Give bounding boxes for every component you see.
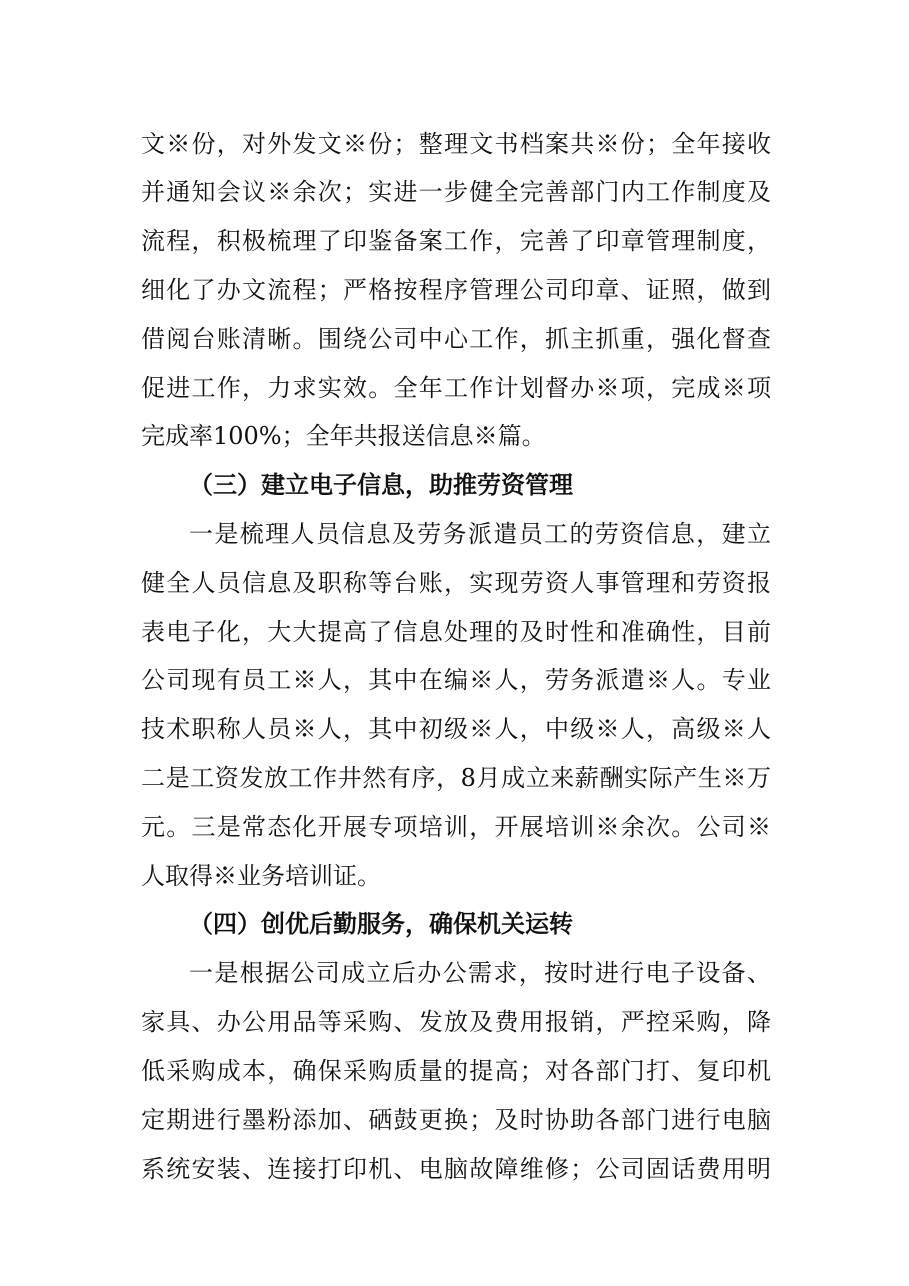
paragraph-line: 低采购成本，确保采购质量的提高；对各部门打、复印机 bbox=[141, 1057, 771, 1085]
paragraph-line: 并通知会议※余次；实进一步健全完善部门内工作制度及 bbox=[141, 178, 771, 206]
paragraph-line: 文※份，对外发文※份；整理文书档案共※份；全年接收 bbox=[141, 130, 771, 158]
paragraph-line: 人取得※业务培训证。 bbox=[141, 862, 381, 890]
paragraph-line: 完成率100%；全年共报送信息※篇。 bbox=[141, 422, 546, 450]
paragraph-line: 公司现有员工※人，其中在编※人，劳务派遣※人。专业 bbox=[141, 666, 771, 694]
paragraph-line: 流程，积极梳理了印鉴备案工作，完善了印章管理制度， bbox=[141, 227, 771, 255]
paragraph-line: 健全人员信息及职称等台账，实现劳资人事管理和劳资报 bbox=[141, 569, 771, 597]
paragraph-line: 系统安装、连接打印机、电脑故障维修；公司固话费用明 bbox=[141, 1155, 771, 1183]
section-heading: （三）建立电子信息，助推劳资管理 bbox=[189, 470, 573, 499]
paragraph-line: 家具、办公用品等采购、发放及费用报销，严控采购，降 bbox=[141, 1008, 771, 1036]
paragraph-line: 技术职称人员※人，其中初级※人，中级※人，高级※人 bbox=[141, 715, 771, 743]
paragraph-line: 元。三是常态化开展专项培训，开展培训※余次。公司※ bbox=[141, 813, 771, 841]
paragraph-line: 一是根据公司成立后办公需求，按时进行电子设备、 bbox=[189, 959, 771, 987]
paragraph-line: 借阅台账清晰。围绕公司中心工作，抓主抓重，强化督查 bbox=[141, 325, 771, 353]
paragraph-line: 一是梳理人员信息及劳务派遣员工的劳资信息，建立 bbox=[189, 520, 771, 548]
paragraph-line: 二是工资发放工作井然有序，8月成立来薪酬实际产生※万 bbox=[141, 764, 771, 792]
section-heading: （四）创优后勤服务，确保机关运转 bbox=[189, 909, 573, 938]
paragraph-line: 促进工作，力求实效。全年工作计划督办※项，完成※项 bbox=[141, 374, 771, 402]
paragraph-line: 定期进行墨粉添加、硒鼓更换；及时协助各部门进行电脑 bbox=[141, 1106, 771, 1134]
paragraph-line: 表电子化，大大提高了信息处理的及时性和准确性，目前 bbox=[141, 618, 771, 646]
paragraph-line: 细化了办文流程；严格按程序管理公司印章、证照，做到 bbox=[141, 276, 771, 304]
